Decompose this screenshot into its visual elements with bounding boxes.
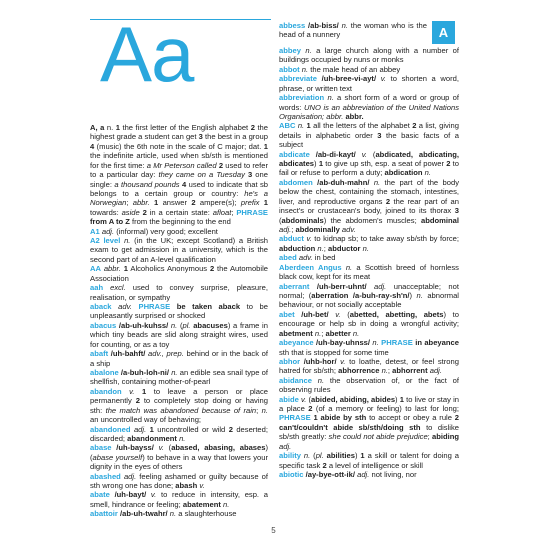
headword: A2 level xyxy=(90,236,121,246)
headword: abbey xyxy=(279,46,301,55)
dictionary-entry: A, a n. 1 the first letter of the English alphabet 2 the highest grade a student can get 3 the best in a group 4 (music) the 6th note in the scale of C major; dat. 1 the indefinite article, used when sb/sth is mentioned for the first time: a Mr Peterson called 2 used to refer to a particular day: they came on a Tuesday 3 one single: a thousand pounds 4 used to indicate that sb belongs to a certain group or country: he's a Norwegian; abbr. 1 answer 2 ampere(s); prefix 1 towards: aside 2 in a certain state: afloat; PHRASE from A to Z from the beginning to the end xyxy=(90,123,269,227)
entry-text: adj. xyxy=(279,225,292,235)
entry-text: /ab-di-kayt/ xyxy=(315,149,356,159)
entry-text: v. xyxy=(301,394,307,404)
entry-text: 2 xyxy=(308,404,313,414)
entry-text: n. xyxy=(314,328,322,338)
entry-text: afloat xyxy=(212,207,232,217)
entry-text: 1 xyxy=(123,264,128,274)
entry-text: 2 xyxy=(135,396,140,406)
dictionary-entry: abed adv. in bed xyxy=(279,253,336,263)
entry-text: abash xyxy=(175,481,198,491)
headword: aback xyxy=(90,302,112,312)
entry-text: adj. xyxy=(429,366,442,376)
phrase-label: PHRASE xyxy=(279,413,311,423)
entry-text: n. xyxy=(222,499,230,509)
headword: abbreviate xyxy=(279,74,317,84)
entry-text: abilities xyxy=(326,451,355,461)
entry-text: 1 xyxy=(318,159,324,169)
entry-text: 2 xyxy=(412,121,417,131)
entry-text: n. xyxy=(327,93,334,103)
entry-text: adj. xyxy=(279,441,292,451)
dictionary-entry: abbot n. the male head of an abbey xyxy=(279,64,401,74)
headword: abet xyxy=(279,309,295,319)
entry-text: 1 xyxy=(399,394,404,404)
dictionary-column-left xyxy=(90,123,268,519)
entry-text: n. xyxy=(381,366,388,376)
entry-text: she could not abide prejudice xyxy=(328,432,428,442)
entry-text: abiding xyxy=(431,432,459,442)
dictionary-entry: abandon v. 1 to leave a person or place permanently 2 to completely stop doing or having sth: the match was abandoned because of rain; n. an uncontrolled way of behaving; xyxy=(90,386,268,425)
dictionary-entry: abdomen /ab-duh-mahn/ n. the part of the body below the chest, containing the stomach, intestines, liver, and reproductive organs 2 the rear part of an insect's or crustacean's body, joined to its thorax 3 (abdominals) the abdomen's muscles; abdominal adj.; abdominally adv. xyxy=(279,177,459,235)
entry-text: adv. xyxy=(341,225,356,235)
entry-text: abductor xyxy=(327,243,361,253)
entry-text: 2 xyxy=(228,424,233,434)
entry-text: aberration xyxy=(311,290,349,300)
dictionary-entry: A2 level n. (in the UK; except Scotland) a British exam to get admission in a university, which is the second part of an A-level qualification xyxy=(90,236,268,264)
headword: abashed xyxy=(90,471,121,481)
entry-text: 1 xyxy=(263,141,268,151)
entry-text: prefix xyxy=(240,198,260,208)
dictionary-entry: abidance n. the observation of, or the fact of observing rules xyxy=(279,375,459,395)
entry-text: 3 xyxy=(377,130,382,140)
headword: abbreviation xyxy=(279,93,325,103)
entry-text: 3 xyxy=(454,206,459,216)
entry-text: n. xyxy=(317,243,324,253)
headword: AA xyxy=(90,264,101,274)
entry-text: 4 xyxy=(182,179,187,189)
entry-text: n. xyxy=(171,367,178,377)
headword: abdicate xyxy=(279,149,310,159)
entry-text: adv., prep. xyxy=(148,349,184,359)
dictionary-entry: abhor /uhb-hor/ v. to loathe, detest, or feel strong hatred for sb/sth; abhorrence n.; abhorrent adj. xyxy=(279,356,459,376)
headword: abaft xyxy=(90,349,109,359)
dictionary-entry: ability n. (pl. abilities) 1 a skill or talent for doing a specific task 2 a level of intelligence or skill xyxy=(279,451,460,470)
headword: abeyance xyxy=(279,338,314,348)
entry-text: n. xyxy=(301,64,309,74)
entry-text: v. xyxy=(380,74,387,84)
headword: abbess xyxy=(279,21,306,30)
entry-text: abased, abasing, abases xyxy=(171,443,266,453)
dictionary-entry: abandoned adj. 1 uncontrolled or wild 2 deserted; discarded; abandonment n. xyxy=(90,424,268,443)
entry-text: /uh-bree-vi-ayt/ xyxy=(321,74,377,84)
entry-text: v. xyxy=(199,481,205,491)
entry-text: n. xyxy=(305,46,312,55)
entry-text: 2 xyxy=(218,160,224,170)
entry-text: n. xyxy=(424,168,431,178)
dictionary-entry: abashed adj. feeling ashamed or guilty because of sth wrong one has done; abash v. xyxy=(90,471,268,491)
headword: Aberdeen Angus xyxy=(279,262,342,272)
dictionary-column-right xyxy=(279,46,459,479)
entry-text: 2 xyxy=(446,159,451,169)
thumb-index-tab: A xyxy=(432,21,455,44)
dictionary-entry: aback adv. PHRASE be taken aback to be unpleasantly surprised or shocked xyxy=(90,302,268,321)
headword: abdomen xyxy=(279,177,313,187)
dictionary-entry: abeyance /uh-bay-uhnss/ n. PHRASE in abeyance sth that is stopped for some time xyxy=(279,338,459,357)
entry-text: v. xyxy=(335,309,341,319)
entry-text: abided, abiding, abides xyxy=(311,394,396,404)
headword: abide xyxy=(279,394,299,404)
entry-text: pl. xyxy=(315,451,324,461)
entry-text: abhorrent xyxy=(392,366,428,376)
entry-text: 1 xyxy=(360,451,365,461)
dictionary-entry: abdicate /ab-di-kayt/ v. (abdicated, abdicating, abdicates) 1 to give up sth, esp. a seat of power 2 to fail or refuse to perform a duty; abdication n. xyxy=(279,149,459,178)
phrase-label: PHRASE xyxy=(138,302,171,312)
entry-text: /uh-berr-uhnt/ xyxy=(316,281,367,291)
dictionary-column-right-top xyxy=(279,21,427,40)
entry-text: abacuses xyxy=(193,320,228,330)
entry-text: 2 xyxy=(250,123,255,132)
entry-text: in abeyance xyxy=(415,338,459,348)
entry-text: abdominally xyxy=(295,225,340,235)
entry-text: n. xyxy=(170,320,178,330)
dictionary-entry: abduct v. to kidnap sb; to take away sb/sth by force; abduction n.; abductor n. xyxy=(279,234,459,253)
entry-text: n. xyxy=(345,262,353,272)
entry-text: from A to Z xyxy=(90,217,130,227)
entry-text: abduction xyxy=(279,243,316,253)
entry-text: a thousand pounds xyxy=(114,179,180,189)
entry-text: /ab-uh-kuhss/ xyxy=(118,320,169,330)
entry-text: /uh-bayss/ xyxy=(116,443,154,453)
dictionary-entry: abate /uh-bayt/ v. to reduce in intensity, esp. a smell, hindrance or feeling; abatement n. xyxy=(90,490,268,509)
entry-text: aside xyxy=(121,207,140,217)
section-letter-heading: Aa xyxy=(100,10,194,98)
entry-text: abdominal xyxy=(421,215,459,225)
page-number: 5 xyxy=(271,526,276,535)
phrase-label: PHRASE xyxy=(236,207,268,217)
entry-text: n. xyxy=(124,236,131,246)
entry-text: /ab-duh-mahn/ xyxy=(317,177,370,187)
entry-text: abetment xyxy=(279,328,313,338)
headword: abandoned xyxy=(90,424,131,434)
entry-text: n. xyxy=(297,121,305,131)
entry-text: adv. xyxy=(118,302,132,312)
headword: abate xyxy=(90,490,110,500)
entry-text: abase yourself xyxy=(92,452,143,462)
entry-text: n. xyxy=(179,433,186,443)
entry-text: v. xyxy=(340,356,346,366)
entry-text: adj. xyxy=(374,281,387,291)
dictionary-entry: ABC n. 1 all the letters of the alphabet 2 a list, giving details in alphabetic order 3 the basic facts of a subject xyxy=(279,121,459,150)
entry-text: 3 xyxy=(248,170,253,180)
entry-text: 2 xyxy=(191,198,196,208)
entry-text: adj. xyxy=(357,469,370,479)
headword: abbot xyxy=(279,64,300,74)
dictionary-entry: abbess /ab-biss/ n. the woman who is the head of a nunnery xyxy=(279,21,427,40)
headword: abalone xyxy=(90,367,119,377)
entry-text: /uhb-hor/ xyxy=(303,356,337,366)
entry-text: adj. xyxy=(123,471,137,481)
entry-text: pl. xyxy=(182,320,191,330)
dictionary-entry: abalone /a-buh-loh-ni/ n. an edible sea snail type of shellfish, containing mother-of-pearl xyxy=(90,367,268,387)
headword: abacus xyxy=(90,320,117,330)
headword: ability xyxy=(279,451,301,461)
entry-text: they came on a Tuesday xyxy=(158,170,245,180)
dictionary-entry: abide v. (abided, abiding, abides) 1 to live or stay in a place 2 (of a memory or feeling) to last for long; PHRASE 1 abide by sth to accept or obey a rule 2 can't/couldn't abide sb/sth/doing sth to dislike sb/sth greatly: she could not abide prejudice; abiding adj. xyxy=(279,394,459,451)
dictionary-entry: abbreviate /uh-bree-vi-ayt/ v. to shorten a word, phrase, or written text xyxy=(279,74,459,93)
entry-text: v. xyxy=(158,443,164,453)
entry-text: /ay-bye-ott-ik/ xyxy=(305,469,355,479)
entry-text: abetted, abetting, abets xyxy=(349,309,444,319)
phrase-label: PHRASE xyxy=(381,338,413,348)
entry-text: n. xyxy=(303,451,311,461)
dictionary-entry: abase /uh-bayss/ v. (abased, abasing, abases) (abase yourself) to behave in a way that lowers your dignity in the eyes of others xyxy=(90,443,269,472)
entry-text: /uh-bayt/ xyxy=(114,490,147,500)
dictionary-entry: abet /uh-bet/ v. (abetted, abetting, abets) to encourage or help sb in doing a wrongful activity; abetment n.; abetter n. xyxy=(279,309,460,338)
headword: ABC xyxy=(279,121,296,131)
entry-text: 2 xyxy=(142,207,147,217)
entry-text: v. xyxy=(150,490,157,500)
entry-text: abbr. xyxy=(132,198,150,208)
entry-text: 3 xyxy=(198,132,203,142)
entry-text: /uh-bahft/ xyxy=(110,349,146,359)
entry-text: abandonment xyxy=(127,433,177,443)
entry-text: be taken aback xyxy=(176,302,241,312)
entry-text: n. xyxy=(341,21,348,30)
dictionary-entry: AA abbr. 1 Alcoholics Anonymous 2 the Automobile Association xyxy=(90,264,268,283)
entry-text: 1 xyxy=(154,198,159,208)
entry-text: v. xyxy=(129,386,135,396)
entry-text: 2 xyxy=(322,460,327,470)
entry-text: v. xyxy=(306,234,312,244)
headword: abduct xyxy=(279,234,304,244)
entry-text: n. xyxy=(261,405,268,415)
dictionary-entry: A1 adj. (informal) very good; excellent xyxy=(90,226,218,236)
entry-text: 1 xyxy=(306,121,311,131)
entry-text: abhorrence xyxy=(338,366,380,376)
headword: aberrant xyxy=(279,281,310,291)
entry-text: 2 xyxy=(209,264,215,274)
dictionary-entry: aberrant /uh-berr-uhnt/ adj. unacceptable; not normal; (aberration /a-buh-ray-sh'n/) n. abnormal behaviour, or not socially acceptable xyxy=(279,281,459,310)
dictionary-entry: Aberdeen Angus n. a Scottish breed of hornless black cow, kept for its meat xyxy=(279,262,459,282)
entry-text: abatement xyxy=(182,499,221,509)
entry-text: A, a xyxy=(90,123,105,132)
headword: A1 xyxy=(90,226,100,236)
entry-text: n. xyxy=(317,375,325,385)
entry-text: /a-buh-loh-ni/ xyxy=(120,367,169,377)
dictionary-entry: aah excl. used to convey surprise, pleasure, realisation, or sympathy xyxy=(90,283,268,302)
entry-text: n. xyxy=(352,328,360,338)
entry-text: n. xyxy=(169,509,177,519)
entry-text: abdicated, abdicating, abdicates xyxy=(279,149,459,169)
dictionary-entry: abiotic /ay-bye-ott-ik/ adj. not living, nor xyxy=(279,469,417,479)
dictionary-entry: abbreviation n. a short form of a word or group of words: UNO is an abbreviation of the United Nations Organisation; abbr. abbr. xyxy=(279,93,459,121)
entry-text: 1 xyxy=(149,424,154,434)
entry-text: abdominals xyxy=(281,215,324,225)
entry-text: abbr. xyxy=(345,111,364,121)
entry-text: 1 abide by sth xyxy=(313,413,367,423)
entry-text: /uh-bay-uhnss/ xyxy=(316,338,371,348)
entry-text: n. xyxy=(416,290,423,300)
entry-text: the match was abandoned because of rain xyxy=(105,405,257,415)
headword: abase xyxy=(90,443,112,453)
entry-text: UNO is an abbreviation of the United Nations Organisation; abbr. xyxy=(279,102,459,121)
entry-text: 4 xyxy=(90,141,95,151)
entry-text: abbr. xyxy=(103,264,121,274)
entry-text: n. xyxy=(362,243,369,253)
entry-text: 1 xyxy=(263,198,268,208)
headword: abed xyxy=(279,253,297,263)
headword: aah xyxy=(90,283,104,293)
entry-text: adj. xyxy=(101,226,115,236)
headword: abidance xyxy=(279,375,312,385)
entry-text: 2 xyxy=(385,196,391,206)
entry-text: n. xyxy=(373,177,381,187)
entry-text: abetter xyxy=(325,328,351,338)
entry-text: v. xyxy=(361,149,368,159)
entry-text: n. xyxy=(372,338,379,348)
entry-text: abdication xyxy=(384,168,423,178)
entry-text: adv. xyxy=(298,253,313,263)
headword: abandon xyxy=(90,386,122,396)
entry-text: a Mr Peterson called xyxy=(146,160,217,170)
headword: abattoir xyxy=(90,509,118,519)
entry-text: excl. xyxy=(110,283,126,293)
dictionary-entry: abaft /uh-bahft/ adv., prep. behind or in the back of a ship xyxy=(90,349,268,368)
entry-text: /ab-biss/ xyxy=(307,21,339,30)
entry-text: 1 xyxy=(115,123,120,132)
entry-text: he's a Norwegian xyxy=(90,188,269,208)
entry-text: /ab-uh-twahr/ xyxy=(119,509,168,519)
entry-text: 2 can't/couldn't abide sb/sth/doing sth xyxy=(279,413,459,432)
entry-text: 1 xyxy=(141,386,147,396)
headword: abiotic xyxy=(279,469,304,479)
entry-text: /uh-bet/ xyxy=(301,309,329,319)
dictionary-entry: abbey n. a large church along with a number of buildings occupied by nuns or monks xyxy=(279,46,459,65)
entry-text: /a-buh-ray-sh'n/ xyxy=(352,290,410,300)
dictionary-entry: abattoir /ab-uh-twahr/ n. a slaughterhouse xyxy=(90,509,237,519)
entry-text: adj. xyxy=(133,424,147,434)
dictionary-entry: abacus /ab-uh-kuhss/ n. (pl. abacuses) a frame in which tiny beads are slid along straight wires, used for counting, or as a toy xyxy=(90,320,268,349)
headword: abhor xyxy=(279,356,301,366)
